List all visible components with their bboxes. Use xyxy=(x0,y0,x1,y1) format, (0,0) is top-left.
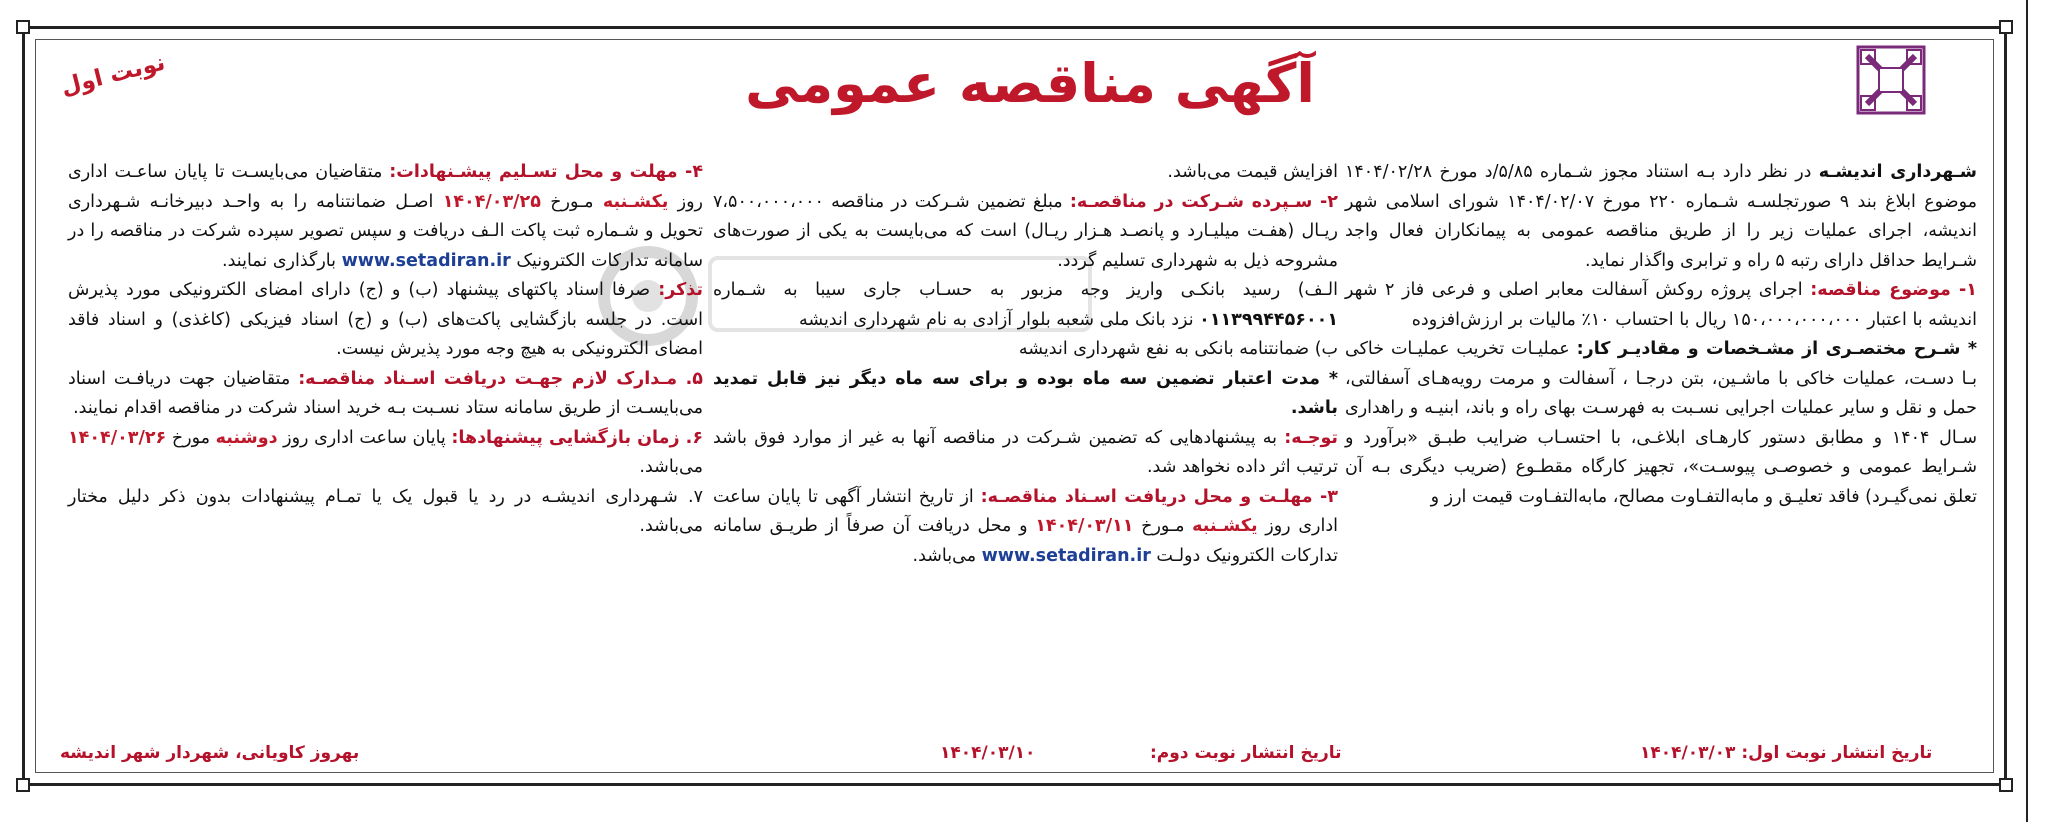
second-publication-label: تاریخ انتشار نوبت دوم: xyxy=(1150,743,1342,763)
section-text: و محل دریافت آن صرفاً از طریـق سامانه تدارکات الکترونیک دولـت xyxy=(713,516,1338,566)
municipality-logo-icon xyxy=(1855,44,1927,116)
opening-time-section xyxy=(68,424,703,483)
rights-reserved-clause: ۷. شـهرداری اندیشـه در رد یا قبول یک یا تمـام پیشنهادات بدون ذکر دلیل مختار می‌باشد. xyxy=(68,486,703,536)
intro-text: در نظر دارد بـه استناد مجوز شـماره ۵/۸۵/د مورخ ۱۴۰۴/۰۲/۲۸ موضوع ابلاغ بند ۹ صورتجلسـه شـماره ۲۲۰ مورخ ۱۴۰۴/۰۲/۰۷ شورای اسلامی شهر اندیشه، اجرای عملیات زیر را از طریق مناقصه عمومی به پیمانکاران فعال واجد شـرایط حداقل دارای رتبه ۵ راه و ترابری واگذار نماید. xyxy=(1345,162,1977,271)
option-text: الـف) رسید بانکـی واریز وجه مزبور به حسـاب جاری سیبا به شـماره xyxy=(713,280,1338,300)
account-number: ۰۱۱۳۹۹۴۴۵۶۰۰۱ xyxy=(1199,309,1338,330)
page-title: آگهی مناقصه عمومی xyxy=(745,52,1315,115)
option-text: نزد بانک ملی شعبه بلوار آزادی به نام شهرداری اندیشه xyxy=(798,309,1200,330)
first-publication-date: تاریخ انتشار نوبت اول: ۱۴۰۴/۰۳/۰۳ xyxy=(1640,743,1933,763)
section-text: از تاریخ انتشار آگهی تا پایان ساعت اداری روز xyxy=(713,486,1338,536)
section-heading: ۳- مهلـت و محل دریافت اسـناد مناقصـه: xyxy=(980,486,1338,507)
reminder-note xyxy=(68,276,703,365)
tender-subject xyxy=(1345,276,1977,335)
section-text: به پیشنهادهایی که تضمین شـرکت در مناقصه آنها به غیر از موارد فوق باشد ترتیب اثر داده نخواهد شد. xyxy=(713,427,1338,477)
required-documents-section xyxy=(68,365,703,424)
page-edge-rule xyxy=(2026,0,2028,822)
section-text: مورخ xyxy=(166,427,216,448)
deadline-day: یکشـنبه xyxy=(602,191,669,212)
work-description xyxy=(1345,335,1977,512)
deadline-date: ۱۴۰۴/۰۳/۲۵ xyxy=(442,191,541,212)
setadiran-link[interactable]: www.setadiran.ir xyxy=(981,545,1151,566)
corner-ornament xyxy=(16,20,30,34)
section-text: اصـل ضمانتنامه را به واحـد دبیرخانـه شـهرداری تحویل و شـماره ثبت پاکت الـف دریافت و سپس تصویر سپرده شرکت در مناقصه را در سامانه تدارکات الکترونیک xyxy=(68,191,703,271)
deposit-section xyxy=(713,188,1338,277)
section-heading: ۶. زمان بازگشایی پیشنهادها: xyxy=(451,427,703,448)
deposit-option-a xyxy=(713,276,1338,335)
section-text: مـورخ xyxy=(540,191,603,212)
submission-section xyxy=(68,158,703,276)
section-text: متقاضیان می‌بایسـت تا پایان ساعـت اداری روز xyxy=(68,162,703,212)
column-right xyxy=(1345,158,1977,512)
section-text: صرفا اسناد پاکتهای پیشنهاد (ب) و (ج) دارای امضای الکترونیکی مورد پذیرش است. در جلسه بازگشایی پاکت‌های (ب) و (ج) اسناد فیزیکی (کاغذی) و اسناد فاقد امضای الکترونیکی به هیچ وجه مورد پذیرش نیست. xyxy=(68,280,703,359)
deadline-date: ۱۴۰۴/۰۳/۱۱ xyxy=(1035,516,1134,536)
opening-date: ۱۴۰۴/۰۳/۲۶ xyxy=(68,427,167,448)
guarantee-validity: * مدت اعتبار تضمین سه ماه بوده و برای سه ماه دیگر نیز قابل تمدید باشد. xyxy=(713,368,1338,418)
section-heading: ۴- مهلت و محل تسـلیم پیشـنهادات: xyxy=(389,162,703,182)
deadline-day: یکشـنبه xyxy=(1192,516,1258,536)
second-publication-date: ۱۴۰۴/۰۳/۱۰ xyxy=(940,743,1036,763)
section-text: عملیـات تخریب عملیـات خاکی بـا دسـت، عملیات خاکی با ماشـین، بتن درجـا ، آسفالت و مرمت رویه‌هـای آسفالتی، حمل و نقل و سایر عملیات اجرایی نسـبت به فهرسـت بهای راه و باند، ابنیـه و راهداری سـال ۱۴۰۴ و مطابق دستور کارهـای ابلاغـی، با احتسـاب ضرایب طبـق «برآورد و شـرایط عمومی و خصوصـی پیوسـت»، تجهیز کارگاه مقطـوع (ضریب دیگری بـه آن تعلق نمی‌گیـرد) فاقد تعلیـق و مابه‌التفـاوت مصالح، مابه‌التفـاوت قیمت ارز و xyxy=(1345,339,1977,507)
deposit-option-b: ب) ضمانتنامه بانکی به نفع شهرداری اندیشه xyxy=(1018,339,1338,359)
section-text: پایان ساعت اداری روز xyxy=(277,427,452,448)
section-text: مبلغ تضمین شـرکت در مناقصه ۷،۵۰۰،۰۰۰،۰۰۰ ریـال (هفـت میلیـارد و پانصـد هـزار ریـال) است که می‌بایست به یکی از صورت‌های مشروحه ذیل به شهرداری تسلیم گردد. xyxy=(713,191,1338,271)
column-left xyxy=(68,158,703,542)
corner-ornament xyxy=(1999,20,2013,34)
section-text: متقاضیان جهت دریافـت اسناد می‌بایسـت از طریق سامانه ستاد نسـبت بـه خرید اسناد شرکت در مناقصه اقدام نمایند. xyxy=(68,368,703,418)
section-heading: ۲- سـپرده شـرکت در مناقصـه: xyxy=(1069,191,1338,212)
mayor-signature: بهروز کاویانی، شهردار شهر اندیشه xyxy=(60,743,360,763)
corner-ornament xyxy=(1999,778,2013,792)
column-middle xyxy=(713,158,1338,571)
section-text: بارگذاری نمایند. xyxy=(222,250,342,271)
notice-note xyxy=(713,424,1338,483)
section-text: اجرای پروژه روکش آسفالت معابر اصلی و فرعی فاز ۲ شهر اندیشه با اعتبار ۱۵۰،۰۰۰،۰۰۰،۰۰۰ ریال با احتساب ۱۰٪ مالیات بر ارزش‌افزوده xyxy=(1345,280,1977,330)
municipality-name: شـهرداری اندیشـه xyxy=(1818,162,1978,182)
setadiran-link[interactable]: www.setadiran.ir xyxy=(341,250,511,271)
section-heading: ۱- موضوع مناقصه: xyxy=(1810,280,1977,300)
section-heading: * شـرح مختصـری از مشـخصات و مقادیـر کار: xyxy=(1576,339,1977,359)
section-heading: تذکر: xyxy=(658,280,703,300)
section-text: می‌باشد. xyxy=(912,545,982,566)
corner-ornament xyxy=(16,778,30,792)
intro-paragraph xyxy=(1345,158,1977,276)
opening-day: دوشنبه xyxy=(215,427,278,448)
document-receipt-section xyxy=(713,483,1338,572)
section-heading: ۵. مـدارک لازم جهـت دریافت اسـناد مناقصـه: xyxy=(298,368,703,389)
continued-text: افزایش قیمت می‌باشد. xyxy=(1167,162,1338,182)
first-publication-stamp: نوبت اول xyxy=(58,49,168,101)
section-text: می‌باشد. xyxy=(639,457,703,477)
section-heading: توجـه: xyxy=(1284,427,1338,448)
section-text: مـورخ xyxy=(1133,516,1193,536)
